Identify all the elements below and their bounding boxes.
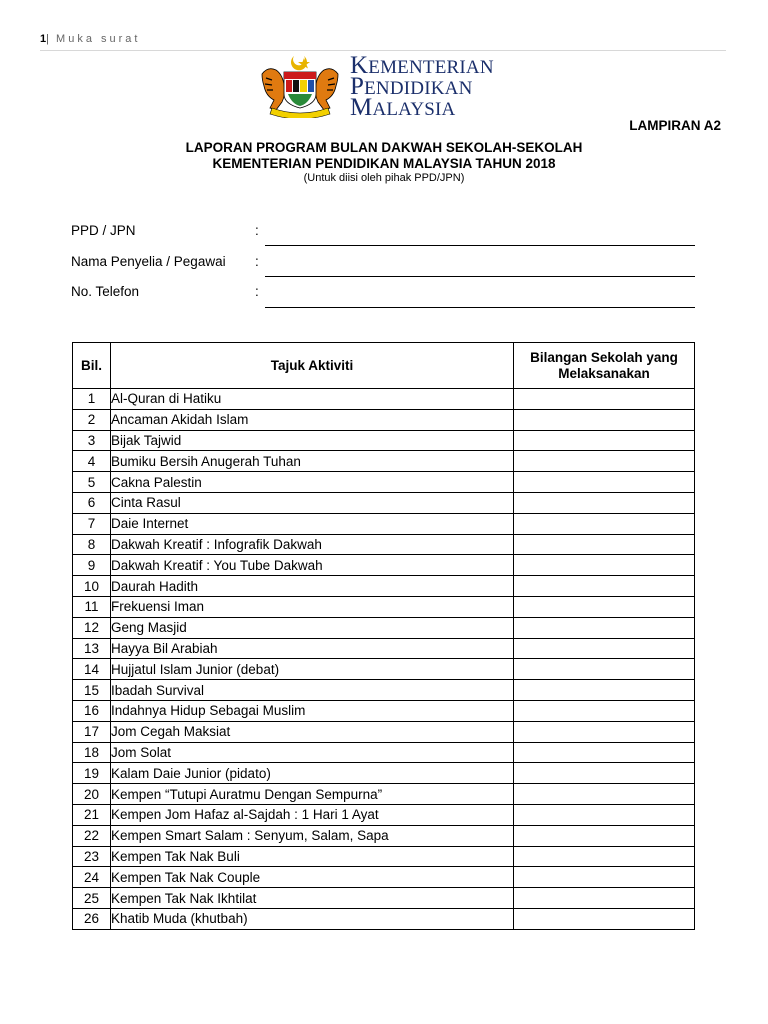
school-count-cell[interactable] xyxy=(514,659,695,680)
row-number: 24 xyxy=(73,867,111,888)
page-number: 1 xyxy=(40,33,47,45)
school-count-cell[interactable] xyxy=(514,846,695,867)
activities-table xyxy=(72,342,695,930)
row-number: 22 xyxy=(73,825,111,846)
activity-title: Dakwah Kreatif : You Tube Dakwah xyxy=(111,555,514,576)
field-input-no-telefon[interactable] xyxy=(265,307,695,308)
header-tajuk-aktiviti: Tajuk Aktiviti xyxy=(111,343,514,389)
activity-title: Daie Internet xyxy=(111,513,514,534)
school-count-cell[interactable] xyxy=(514,389,695,410)
row-number: 13 xyxy=(73,638,111,659)
table-row xyxy=(73,555,695,576)
school-count-cell[interactable] xyxy=(514,908,695,929)
table-row xyxy=(73,472,695,493)
row-number: 1 xyxy=(73,389,111,410)
annex-label: LAMPIRAN A2 xyxy=(629,118,721,133)
table-row xyxy=(73,742,695,763)
page-header-separator: | xyxy=(46,33,50,45)
row-number: 21 xyxy=(73,804,111,825)
header-bilangan-sekolah: Bilangan Sekolah yang Melaksanakan xyxy=(514,343,695,389)
row-number: 15 xyxy=(73,680,111,701)
activity-title: Ancaman Akidah Islam xyxy=(111,409,514,430)
table-header-row xyxy=(73,343,695,389)
school-count-cell[interactable] xyxy=(514,700,695,721)
school-count-cell[interactable] xyxy=(514,680,695,701)
row-number: 7 xyxy=(73,513,111,534)
field-colon: : xyxy=(255,254,259,269)
row-number: 23 xyxy=(73,846,111,867)
field-label-no-telefon: No. Telefon xyxy=(71,284,140,299)
activity-title: Frekuensi Iman xyxy=(111,596,514,617)
table-row xyxy=(73,389,695,410)
school-count-cell[interactable] xyxy=(514,451,695,472)
activity-title: Daurah Hadith xyxy=(111,576,514,597)
table-row xyxy=(73,721,695,742)
school-count-cell[interactable] xyxy=(514,638,695,659)
row-number: 8 xyxy=(73,534,111,555)
activity-title: Geng Masjid xyxy=(111,617,514,638)
school-count-cell[interactable] xyxy=(514,825,695,846)
report-title xyxy=(0,140,768,185)
table-row xyxy=(73,680,695,701)
row-number: 12 xyxy=(73,617,111,638)
activity-title: Dakwah Kreatif : Infografik Dakwah xyxy=(111,534,514,555)
ministry-logo xyxy=(258,52,520,121)
row-number: 18 xyxy=(73,742,111,763)
report-title-line-2: KEMENTERIAN PENDIDIKAN MALAYSIA TAHUN 2018 xyxy=(212,156,556,171)
table-row xyxy=(73,513,695,534)
table-row xyxy=(73,867,695,888)
ministry-name-line-3: MALAYSIA xyxy=(350,94,456,121)
activity-title: Cakna Palestin xyxy=(111,472,514,493)
activity-title: Kempen Smart Salam : Senyum, Salam, Sapa xyxy=(111,825,514,846)
table-row xyxy=(73,409,695,430)
school-count-cell[interactable] xyxy=(514,867,695,888)
row-number: 25 xyxy=(73,888,111,909)
table-row xyxy=(73,784,695,805)
table-row xyxy=(73,659,695,680)
school-count-cell[interactable] xyxy=(514,763,695,784)
table-row xyxy=(73,638,695,659)
field-input-nama-penyelia[interactable] xyxy=(265,276,695,277)
activity-title: Kempen Jom Hafaz al-Sajdah : 1 Hari 1 Ayat xyxy=(111,804,514,825)
row-number: 9 xyxy=(73,555,111,576)
school-count-cell[interactable] xyxy=(514,555,695,576)
school-count-cell[interactable] xyxy=(514,742,695,763)
activity-title: Kalam Daie Junior (pidato) xyxy=(111,763,514,784)
header-bil: Bil. xyxy=(73,343,111,389)
page-header-label: Muka surat xyxy=(56,33,141,45)
row-number: 6 xyxy=(73,492,111,513)
page-header xyxy=(40,33,140,45)
school-count-cell[interactable] xyxy=(514,784,695,805)
school-count-cell[interactable] xyxy=(514,576,695,597)
row-number: 17 xyxy=(73,721,111,742)
row-number: 19 xyxy=(73,763,111,784)
row-number: 5 xyxy=(73,472,111,493)
school-count-cell[interactable] xyxy=(514,513,695,534)
table-row xyxy=(73,576,695,597)
row-number: 2 xyxy=(73,409,111,430)
activity-title: Jom Cegah Maksiat xyxy=(111,721,514,742)
activity-title: Kempen Tak Nak Couple xyxy=(111,867,514,888)
school-count-cell[interactable] xyxy=(514,472,695,493)
table-row xyxy=(73,825,695,846)
report-title-note: (Untuk diisi oleh pihak PPD/JPN) xyxy=(303,172,465,184)
field-colon: : xyxy=(255,223,259,238)
activity-title: Indahnya Hidup Sebagai Muslim xyxy=(111,700,514,721)
activity-title: Jom Solat xyxy=(111,742,514,763)
ministry-name-line-1: KEMENTERIAN xyxy=(350,52,494,79)
table-row xyxy=(73,492,695,513)
activity-title: Kempen Tak Nak Ikhtilat xyxy=(111,888,514,909)
row-number: 4 xyxy=(73,451,111,472)
table-row xyxy=(73,700,695,721)
row-number: 3 xyxy=(73,430,111,451)
activity-title: Cinta Rasul xyxy=(111,492,514,513)
field-label-ppd-jpn: PPD / JPN xyxy=(71,223,136,238)
school-count-cell[interactable] xyxy=(514,804,695,825)
table-row xyxy=(73,888,695,909)
school-count-cell[interactable] xyxy=(514,721,695,742)
activity-title: Khatib Muda (khutbah) xyxy=(111,908,514,929)
school-count-cell[interactable] xyxy=(514,534,695,555)
malaysia-coat-of-arms-icon xyxy=(258,54,342,118)
report-title-line-1: LAPORAN PROGRAM BULAN DAKWAH SEKOLAH-SEKOLAH xyxy=(185,140,583,155)
table-row xyxy=(73,430,695,451)
ministry-name-line-2: PENDIDIKAN xyxy=(350,73,473,100)
activity-title: Bumiku Bersih Anugerah Tuhan xyxy=(111,451,514,472)
field-colon: : xyxy=(255,284,259,299)
row-number: 26 xyxy=(73,908,111,929)
ministry-name xyxy=(350,52,494,121)
school-count-cell[interactable] xyxy=(514,596,695,617)
row-number: 14 xyxy=(73,659,111,680)
row-number: 16 xyxy=(73,700,111,721)
activity-title: Kempen Tak Nak Buli xyxy=(111,846,514,867)
table-row xyxy=(73,534,695,555)
table-row xyxy=(73,763,695,784)
row-number: 10 xyxy=(73,576,111,597)
activity-title: Al-Quran di Hatiku xyxy=(111,389,514,410)
field-label-nama-penyelia: Nama Penyelia / Pegawai xyxy=(71,254,226,269)
activity-title: Ibadah Survival xyxy=(111,680,514,701)
activity-title: Hujjatul Islam Junior (debat) xyxy=(111,659,514,680)
activity-title: Kempen “Tutupi Auratmu Dengan Sempurna” xyxy=(111,784,514,805)
table-body xyxy=(73,389,695,930)
school-count-cell[interactable] xyxy=(514,888,695,909)
row-number: 20 xyxy=(73,784,111,805)
table-row xyxy=(73,846,695,867)
school-count-cell[interactable] xyxy=(514,492,695,513)
table-row xyxy=(73,908,695,929)
activity-title: Hayya Bil Arabiah xyxy=(111,638,514,659)
school-count-cell[interactable] xyxy=(514,617,695,638)
school-count-cell[interactable] xyxy=(514,430,695,451)
table-row xyxy=(73,596,695,617)
activity-title: Bijak Tajwid xyxy=(111,430,514,451)
table-row xyxy=(73,451,695,472)
field-input-ppd-jpn[interactable] xyxy=(265,245,695,246)
school-count-cell[interactable] xyxy=(514,409,695,430)
row-number: 11 xyxy=(73,596,111,617)
table-row xyxy=(73,804,695,825)
table-row xyxy=(73,617,695,638)
header-divider xyxy=(40,50,726,51)
